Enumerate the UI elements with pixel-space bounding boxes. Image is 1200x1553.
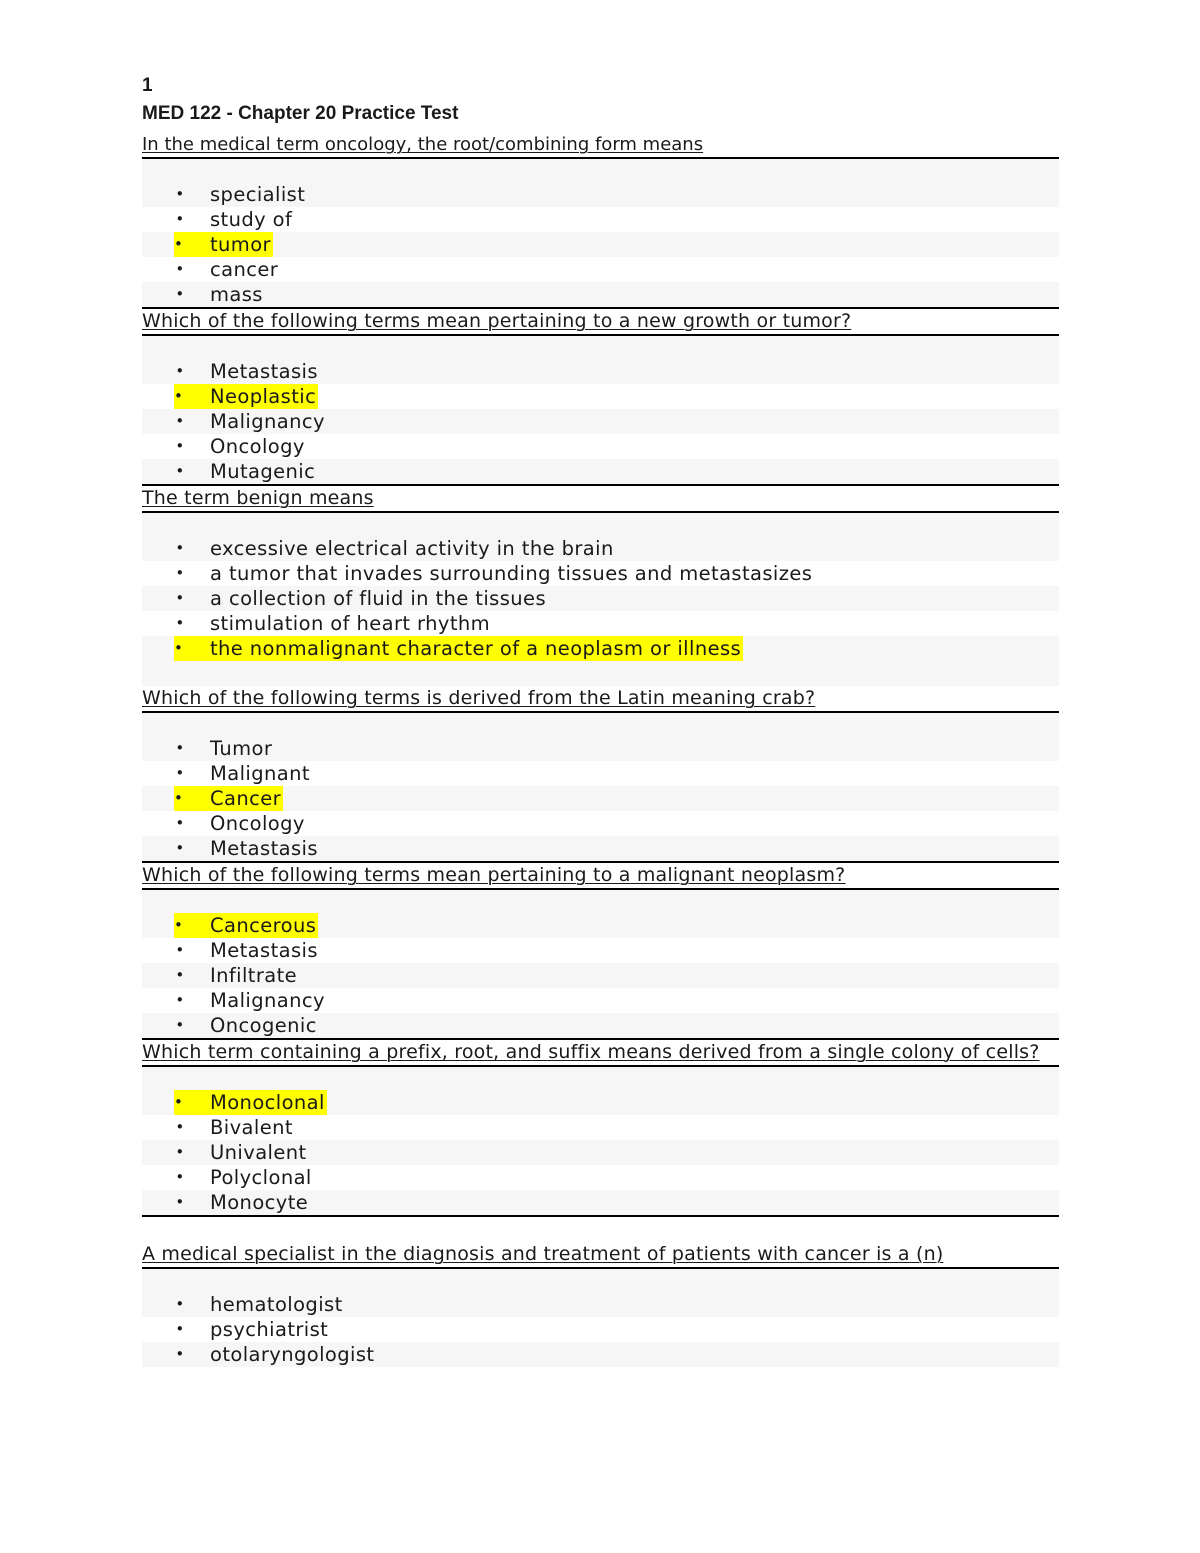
option[interactable] — [142, 257, 1059, 282]
question-4 — [142, 686, 1059, 863]
option-label: Bivalent — [210, 1116, 293, 1139]
bullet-icon: • — [175, 941, 185, 959]
option-label: otolaryngologist — [210, 1343, 375, 1366]
option[interactable] — [142, 1115, 1059, 1140]
option-correct[interactable] — [142, 384, 1059, 409]
question-6 — [142, 1040, 1059, 1242]
question-text: Which of the following terms is derived from the Latin meaning crab? — [142, 686, 1059, 713]
question-text: Which term containing a prefix, root, and suffix means derived from a single colony of cells? — [142, 1040, 1059, 1067]
bullet-icon: • — [174, 384, 210, 409]
option-label: Cancer — [210, 787, 282, 810]
option[interactable] — [142, 207, 1059, 232]
option-label: Oncogenic — [210, 1014, 317, 1037]
page-number: 1 — [142, 75, 153, 96]
option[interactable] — [142, 836, 1059, 861]
option-label: study of — [210, 208, 293, 231]
option-label: Malignancy — [210, 410, 325, 433]
row-spacer — [142, 713, 1059, 736]
bullet-icon: • — [174, 232, 210, 257]
option-list — [142, 359, 1059, 484]
question-text: Which of the following terms mean pertaining to a malignant neoplasm? — [142, 863, 1059, 890]
option-label: Cancerous — [210, 914, 317, 937]
bullet-icon: • — [175, 966, 185, 984]
option[interactable] — [142, 988, 1059, 1013]
option[interactable] — [142, 1165, 1059, 1190]
row-spacer — [142, 890, 1059, 913]
bullet-icon: • — [175, 462, 185, 480]
option[interactable] — [142, 182, 1059, 207]
option[interactable] — [142, 1190, 1059, 1215]
bullet-icon: • — [174, 913, 210, 938]
option[interactable] — [142, 1317, 1059, 1342]
bullet-icon: • — [175, 1295, 185, 1313]
page-title: MED 122 - Chapter 20 Practice Test — [142, 103, 459, 124]
option-label: hematologist — [210, 1293, 343, 1316]
question-text: The term benign means — [142, 486, 1059, 513]
row-spacer — [142, 1269, 1059, 1292]
bullet-icon: • — [175, 814, 185, 832]
bullet-icon: • — [175, 260, 185, 278]
option-label: tumor — [210, 233, 271, 256]
row-spacer — [142, 159, 1059, 182]
bullet-icon: • — [175, 589, 185, 607]
option-list — [142, 736, 1059, 861]
bullet-icon: • — [175, 739, 185, 757]
option-label: psychiatrist — [210, 1318, 329, 1341]
option-list — [142, 1292, 1059, 1367]
option-list — [142, 536, 1059, 661]
option-label: Metastasis — [210, 360, 318, 383]
option[interactable] — [142, 736, 1059, 761]
option[interactable] — [142, 1292, 1059, 1317]
bullet-icon: • — [175, 412, 185, 430]
option[interactable] — [142, 811, 1059, 836]
question-text: In the medical term oncology, the root/combining form means — [142, 132, 1059, 159]
bullet-icon: • — [175, 991, 185, 1009]
option-label: Metastasis — [210, 939, 318, 962]
option-label: stimulation of heart rhythm — [210, 612, 491, 635]
bullet-icon: • — [175, 185, 185, 203]
option[interactable] — [142, 1140, 1059, 1165]
option[interactable] — [142, 963, 1059, 988]
option-list — [142, 182, 1059, 307]
bullet-icon: • — [175, 1345, 185, 1363]
option-label: specialist — [210, 183, 306, 206]
row-spacer — [142, 661, 1059, 686]
option[interactable] — [142, 1342, 1059, 1367]
bullet-icon: • — [175, 839, 185, 857]
bullet-icon: • — [175, 1016, 185, 1034]
row-spacer — [142, 513, 1059, 536]
document-page — [142, 72, 1059, 1367]
option-correct[interactable] — [142, 913, 1059, 938]
option-label: Neoplastic — [210, 385, 317, 408]
option-label: Tumor — [210, 737, 273, 760]
option-label: Monocyte — [210, 1191, 309, 1214]
option-correct[interactable] — [142, 232, 1059, 257]
bullet-icon: • — [175, 1118, 185, 1136]
row-spacer — [142, 1067, 1059, 1090]
option-label: mass — [210, 283, 263, 306]
bullet-icon: • — [175, 437, 185, 455]
option-label: Metastasis — [210, 837, 318, 860]
option-label: a tumor that invades surrounding tissues and metastasizes — [210, 562, 813, 585]
question-1 — [142, 132, 1059, 309]
option[interactable] — [142, 611, 1059, 636]
bullet-icon: • — [174, 1090, 210, 1115]
question-7 — [142, 1242, 1059, 1367]
option-label: Polyclonal — [210, 1166, 312, 1189]
option[interactable] — [142, 586, 1059, 611]
question-text: A medical specialist in the diagnosis and treatment of patients with cancer is a (n) — [142, 1242, 1059, 1269]
bullet-icon: • — [175, 362, 185, 380]
question-3 — [142, 486, 1059, 686]
option-correct[interactable] — [142, 1090, 1059, 1115]
option[interactable] — [142, 459, 1059, 484]
option-correct[interactable] — [142, 636, 1059, 661]
bullet-icon: • — [174, 786, 210, 811]
option[interactable] — [142, 282, 1059, 307]
option-label: Mutagenic — [210, 460, 316, 483]
bullet-icon: • — [175, 564, 185, 582]
option-label: Malignant — [210, 762, 310, 785]
bullet-icon: • — [175, 764, 185, 782]
option[interactable] — [142, 1013, 1059, 1038]
option[interactable] — [142, 561, 1059, 586]
option[interactable] — [142, 536, 1059, 561]
bullet-icon: • — [175, 1168, 185, 1186]
option[interactable] — [142, 409, 1059, 434]
row-spacer — [142, 336, 1059, 359]
bullet-icon: • — [175, 1143, 185, 1161]
bullet-icon: • — [175, 285, 185, 303]
option-label: Oncology — [210, 435, 305, 458]
option[interactable] — [142, 359, 1059, 384]
bullet-icon: • — [175, 1320, 185, 1338]
option-label: cancer — [210, 258, 279, 281]
option-label: Malignancy — [210, 989, 325, 1012]
option[interactable] — [142, 761, 1059, 786]
bullet-icon: • — [175, 210, 185, 228]
question-text: Which of the following terms mean pertaining to a new growth or tumor? — [142, 309, 1059, 336]
bullet-icon: • — [175, 1193, 185, 1211]
option-label: Monoclonal — [210, 1091, 325, 1114]
question-5 — [142, 863, 1059, 1040]
option-list — [142, 913, 1059, 1038]
option-label: a collection of fluid in the tissues — [210, 587, 547, 610]
option[interactable] — [142, 434, 1059, 459]
option-label: Infiltrate — [210, 964, 298, 987]
option-label: excessive electrical activity in the brain — [210, 537, 614, 560]
option-correct[interactable] — [142, 786, 1059, 811]
bullet-icon: • — [175, 539, 185, 557]
row-spacer — [142, 1217, 1059, 1242]
option-label: the nonmalignant character of a neoplasm or illness — [210, 637, 742, 660]
question-2 — [142, 309, 1059, 486]
option-list — [142, 1090, 1059, 1215]
bullet-icon: • — [175, 614, 185, 632]
option[interactable] — [142, 938, 1059, 963]
option-label: Oncology — [210, 812, 305, 835]
bullet-icon: • — [174, 636, 210, 661]
option-label: Univalent — [210, 1141, 307, 1164]
